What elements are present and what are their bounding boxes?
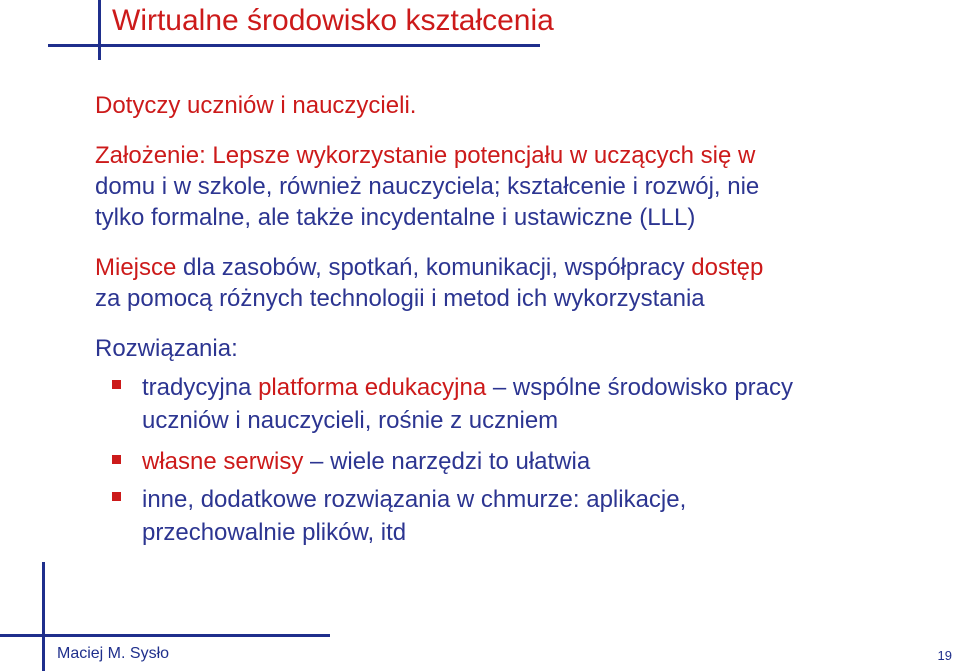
solution-item-1-post: – wspólne środowisko pracy (486, 374, 794, 401)
assumption-line-3: tylko formalne, ale także incydentalne i ustawiczne (LLL) (95, 204, 696, 231)
solution-item-1-highlight: platforma edukacyjna (258, 374, 487, 401)
bullet-marker-2 (112, 455, 121, 464)
footer-author: Maciej M. Sysło (57, 645, 170, 662)
bullet-marker-1 (112, 380, 121, 389)
assumption-paragraph (95, 140, 759, 233)
header-horizontal-rule (48, 44, 540, 47)
solution-item-1 (142, 371, 793, 437)
footer-horizontal-rule (0, 634, 330, 637)
solution-item-2-line-1 (142, 445, 590, 478)
assumption-line-1 (95, 140, 759, 171)
place-label: Miejsce (95, 254, 177, 281)
footer-vertical-rule (42, 562, 45, 671)
place-line-2: za pomocą różnych technologii i metod ich wykorzystania (95, 285, 705, 312)
page-number: 19 (937, 648, 952, 663)
solution-item-2-post: – wiele narzędzi to ułatwia (303, 448, 591, 475)
bullet-marker-3 (112, 492, 121, 501)
assumption-line-2: domu i w szkole, również nauczyciela; kształcenie i rozwój, nie (95, 173, 760, 200)
header-vertical-rule (98, 0, 101, 60)
solution-item-1-line-2: uczniów i nauczycieli, rośnie z uczniem (142, 407, 559, 434)
solution-item-2-highlight: własne serwisy (142, 448, 304, 475)
solution-item-1-pre: tradycyjna (142, 374, 259, 401)
solutions-heading: Rozwiązania: (95, 335, 238, 362)
assumption-line-1-text: Założenie: Lepsze wykorzystanie potencjału w uczących się w (95, 142, 756, 169)
place-line-1 (95, 252, 763, 283)
solution-item-1-line-1 (142, 371, 793, 404)
solution-item-2 (142, 445, 590, 478)
solution-item-3 (142, 483, 686, 549)
place-line-1-text: dla zasobów, spotkań, komunikacji, współpracy (176, 254, 692, 281)
solution-item-3-line-1: inne, dodatkowe rozwiązania w chmurze: aplikacje, (142, 486, 687, 513)
place-access-label: dostęp (691, 254, 764, 281)
slide-title: Wirtualne środowisko kształcenia (112, 4, 554, 37)
place-paragraph (95, 252, 763, 314)
intro-text: Dotyczy uczniów i nauczycieli. (95, 92, 417, 119)
solution-item-3-line-2: przechowalnie plików, itd (142, 519, 407, 546)
